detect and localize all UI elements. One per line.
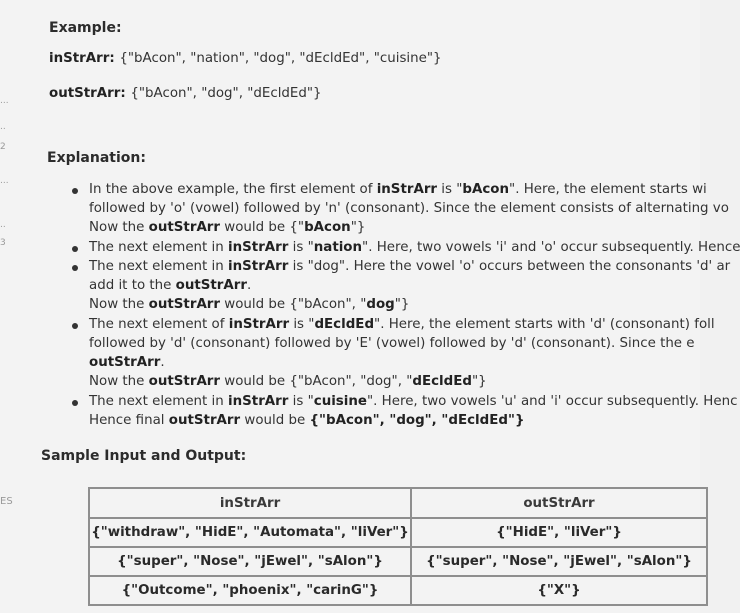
bullet-marker	[72, 265, 78, 271]
bullet-marker	[72, 246, 78, 252]
explanation-line	[89, 297, 409, 312]
text: The next element of	[89, 317, 229, 332]
text: Now the	[89, 220, 149, 235]
bold-text: bAcon	[304, 220, 351, 235]
table-cell-output: {"HidE", "liVer"}	[411, 518, 707, 547]
text: ". Here, the element starts with 'd' (consonant) foll	[374, 317, 715, 332]
table-cell-input: {"super", "Nose", "jEwel", "sAlon"}	[89, 547, 411, 576]
bold-text: outStrArr	[175, 278, 247, 293]
input-label: inStrArr:	[49, 51, 120, 66]
text: Now the	[89, 374, 149, 389]
text: would be {"	[220, 220, 305, 235]
table-cell-output: {"super", "Nose", "jEwel", "sAlon"}	[411, 547, 707, 576]
input-value: {"bAcon", "nation", "dog", "dEcldEd", "cuisine"}	[119, 51, 442, 66]
gutter-mark: 2	[0, 142, 6, 152]
bullet-marker	[72, 188, 78, 194]
sample-table	[88, 487, 708, 606]
output-label: outStrArr:	[49, 86, 131, 101]
explanation-heading: Explanation:	[47, 150, 146, 166]
text: is "	[288, 394, 314, 409]
explanation-line	[89, 355, 165, 370]
example-output	[49, 86, 322, 101]
example-heading: Example:	[49, 20, 122, 36]
gutter-mark: ..	[0, 220, 6, 230]
text: In the above example, the first element of	[89, 182, 377, 197]
text: ". Here, two vowels 'i' and 'o' occur subsequently. Hence	[362, 240, 740, 255]
text: ". Here, the element starts wi	[509, 182, 707, 197]
text: Now the	[89, 297, 149, 312]
table-header-row	[89, 488, 707, 518]
text: followed by 'd' (consonant) followed by 'E' (vowel) followed by 'd' (consonant). Since the e	[89, 336, 695, 351]
explanation-line	[89, 259, 730, 274]
bold-text: inStrArr	[228, 317, 290, 332]
explanation-line	[89, 201, 729, 216]
explanation-line	[89, 240, 740, 255]
bold-text: dEcldEd	[314, 317, 375, 332]
bullet-marker	[72, 400, 78, 406]
text: .	[160, 355, 165, 370]
bullet-marker	[72, 323, 78, 329]
table-cell-input: {"withdraw", "HidE", "Automata", "liVer"}	[89, 518, 411, 547]
bold-text: dEcldEd	[412, 374, 472, 389]
gutter-mark: 3	[0, 238, 6, 248]
text: would be {"bAcon", "dog", "	[220, 374, 413, 389]
explanation-line	[89, 220, 365, 235]
bold-text: {"bAcon", "dog", "dEcldEd"}	[309, 413, 525, 428]
column-header-outstrarr: outStrArr	[411, 488, 707, 518]
text: .	[246, 278, 252, 293]
bold-text: outStrArr	[89, 355, 161, 370]
text: "}	[394, 297, 410, 312]
bold-text: outStrArr	[168, 413, 241, 428]
text: The next element in	[89, 394, 229, 409]
text: Hence final	[89, 413, 169, 428]
text: add it to the	[89, 278, 176, 293]
gutter-mark: ...	[0, 176, 9, 186]
bold-text: bAcon	[462, 182, 510, 197]
bold-text: outStrArr	[148, 374, 221, 389]
bold-text: inStrArr	[228, 240, 289, 255]
bold-text: cuisine	[313, 394, 367, 409]
text: followed by 'o' (vowel) followed by 'n' (consonant). Since the element consists of alternating vo	[89, 201, 729, 216]
bold-text: inStrArr	[228, 259, 289, 274]
bold-text: outStrArr	[148, 297, 221, 312]
table-row	[89, 576, 707, 605]
table-cell-output: {"X"}	[411, 576, 707, 605]
text: would be {"bAcon", "	[220, 297, 367, 312]
text: "}	[471, 374, 487, 389]
text: "}	[350, 220, 366, 235]
text: is "	[437, 182, 463, 197]
bold-text: dog	[366, 297, 395, 312]
explanation-line	[89, 374, 487, 389]
gutter-mark: ..	[0, 122, 6, 132]
sample-heading: Sample Input and Output:	[41, 448, 247, 464]
text: ". Here, two vowels 'u' and 'i' occur subsequently. Henc	[367, 394, 738, 409]
explanation-line	[89, 413, 524, 428]
left-gutter	[0, 0, 18, 613]
output-value: {"bAcon", "dog", "dEcldEd"}	[130, 86, 322, 101]
explanation-line	[89, 182, 707, 197]
explanation-line	[89, 317, 715, 332]
bold-text: inStrArr	[376, 182, 438, 197]
text: is "	[288, 240, 314, 255]
table-row	[89, 518, 707, 547]
column-header-instrarr: inStrArr	[89, 488, 411, 518]
gutter-mark: ES	[0, 496, 13, 507]
text: would be	[240, 413, 310, 428]
explanation-line	[89, 394, 737, 409]
bold-text: outStrArr	[148, 220, 221, 235]
text: The next element in	[89, 259, 229, 274]
explanation-line	[89, 336, 695, 351]
gutter-mark: ...	[0, 96, 9, 106]
text: is "	[289, 317, 315, 332]
table-cell-input: {"Outcome", "phoenix", "carinG"}	[89, 576, 411, 605]
table-row	[89, 547, 707, 576]
bold-text: nation	[313, 240, 363, 255]
bold-text: inStrArr	[228, 394, 289, 409]
text: The next element in	[89, 240, 229, 255]
explanation-line	[89, 278, 251, 293]
example-input	[49, 51, 442, 66]
text: is "dog". Here the vowel 'o' occurs between the consonants 'd' ar	[288, 259, 731, 274]
